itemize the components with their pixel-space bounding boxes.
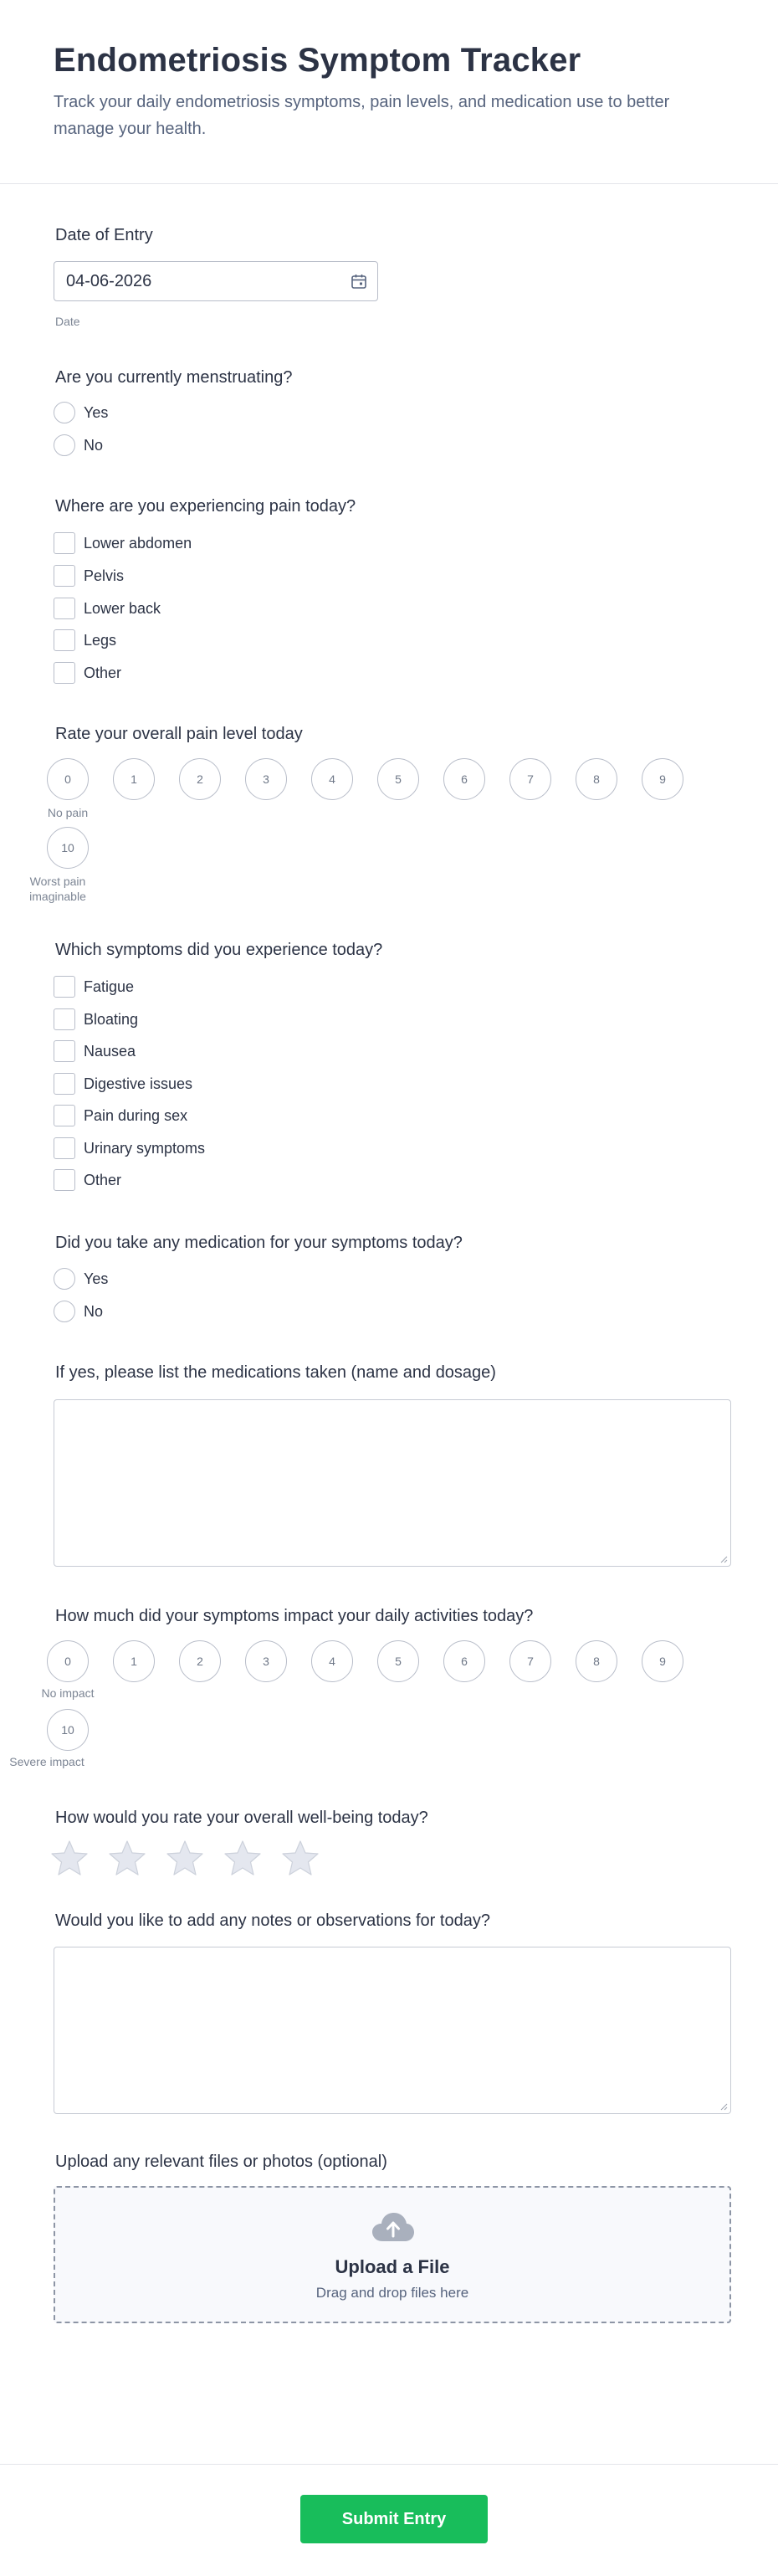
option-label: No bbox=[84, 1303, 104, 1320]
pain-level-option-1[interactable]: 1 bbox=[113, 758, 155, 800]
impact-option-4[interactable]: 4 bbox=[311, 1640, 353, 1682]
impact-option-3[interactable]: 3 bbox=[245, 1640, 287, 1682]
pain-level-option-7[interactable]: 7 bbox=[509, 758, 551, 800]
option-label: Pain during sex bbox=[84, 1107, 188, 1124]
option-label: Yes bbox=[84, 1270, 109, 1287]
cloud-upload-icon bbox=[371, 2211, 415, 2243]
impact-option-6[interactable]: 6 bbox=[443, 1640, 485, 1682]
checkbox[interactable] bbox=[54, 1008, 75, 1030]
option-label: No bbox=[84, 437, 104, 454]
option-label: Fatigue bbox=[84, 978, 135, 995]
star-icon[interactable] bbox=[166, 1840, 204, 1876]
star-icon[interactable] bbox=[281, 1840, 320, 1876]
medication-list-label: If yes, please list the medications taken (name and dosage) bbox=[55, 1363, 496, 1382]
medication-list-textarea[interactable] bbox=[54, 1399, 731, 1567]
impact-label: How much did your symptoms impact your daily activities today? bbox=[55, 1607, 534, 1625]
option-label: Other bbox=[84, 665, 122, 681]
wellbeing-label: How would you rate your overall well-being today? bbox=[55, 1809, 428, 1827]
pain-level-label: Rate your overall pain level today bbox=[55, 725, 303, 743]
impact-option-9[interactable]: 9 bbox=[642, 1640, 683, 1682]
checkbox[interactable] bbox=[54, 598, 75, 619]
upload-subtitle: Drag and drop files here bbox=[315, 2285, 469, 2301]
submit-button[interactable]: Submit Entry bbox=[300, 2495, 488, 2543]
resize-grip-icon[interactable] bbox=[719, 2102, 728, 2111]
star-icon[interactable] bbox=[108, 1840, 146, 1876]
option-label: Urinary symptoms bbox=[84, 1140, 206, 1157]
impact-max-caption: Severe impact bbox=[9, 1755, 84, 1768]
pain-level-option-6[interactable]: 6 bbox=[443, 758, 485, 800]
option-label: Yes bbox=[84, 404, 109, 421]
pain-level-max-caption: Worst pain imaginable bbox=[29, 875, 86, 903]
pain-level-option-5[interactable]: 5 bbox=[377, 758, 419, 800]
medication-label: Did you take any medication for your symptoms today? bbox=[55, 1234, 463, 1252]
calendar-icon[interactable] bbox=[351, 273, 367, 290]
impact-option-2[interactable]: 2 bbox=[179, 1640, 221, 1682]
option-label: Digestive issues bbox=[84, 1075, 193, 1092]
checkbox[interactable] bbox=[54, 1137, 75, 1159]
pain-level-min-caption: No pain bbox=[47, 806, 89, 819]
impact-option-7[interactable]: 7 bbox=[509, 1640, 551, 1682]
option-label: Other bbox=[84, 1172, 122, 1188]
impact-option-1[interactable]: 1 bbox=[113, 1640, 155, 1682]
impact-option-0[interactable]: 0 bbox=[47, 1640, 89, 1682]
form-title: Endometriosis Symptom Tracker bbox=[54, 42, 581, 79]
date-label: Date of Entry bbox=[55, 226, 153, 244]
form-header bbox=[0, 0, 778, 184]
pain-level-option-8[interactable]: 8 bbox=[576, 758, 617, 800]
option-label: Lower back bbox=[84, 600, 161, 617]
impact-option-10[interactable]: 10 bbox=[47, 1709, 89, 1751]
upload-label: Upload any relevant files or photos (optional) bbox=[55, 2153, 387, 2171]
star-icon[interactable] bbox=[223, 1840, 262, 1876]
date-sublabel: Date bbox=[55, 315, 80, 328]
pain-level-option-2[interactable]: 2 bbox=[179, 758, 221, 800]
radio-button[interactable] bbox=[54, 1301, 75, 1322]
option-label: Bloating bbox=[84, 1011, 139, 1028]
symptoms-label: Which symptoms did you experience today? bbox=[55, 941, 383, 959]
checkbox[interactable] bbox=[54, 629, 75, 651]
checkbox[interactable] bbox=[54, 1040, 75, 1062]
pain-level-option-4[interactable]: 4 bbox=[311, 758, 353, 800]
radio-button[interactable] bbox=[54, 402, 75, 423]
checkbox[interactable] bbox=[54, 565, 75, 587]
option-label: Lower abdomen bbox=[84, 535, 192, 552]
pain-level-option-9[interactable]: 9 bbox=[642, 758, 683, 800]
upload-title: Upload a File bbox=[335, 2256, 450, 2277]
pain-level-option-10[interactable]: 10 bbox=[47, 827, 89, 869]
date-input[interactable] bbox=[54, 261, 378, 301]
checkbox[interactable] bbox=[54, 1169, 75, 1191]
pain-level-option-3[interactable]: 3 bbox=[245, 758, 287, 800]
menstruating-label: Are you currently menstruating? bbox=[55, 368, 293, 387]
option-label: Legs bbox=[84, 632, 117, 649]
form-subtitle: Track your daily endometriosis symptoms, pain levels, and medication use to better manage your health. bbox=[54, 93, 670, 138]
star-icon[interactable] bbox=[50, 1840, 89, 1876]
impact-min-caption: No impact bbox=[41, 1686, 95, 1700]
notes-textarea[interactable] bbox=[54, 1947, 731, 2114]
option-label: Pelvis bbox=[84, 567, 125, 584]
file-upload-dropzone[interactable] bbox=[54, 2186, 731, 2323]
impact-option-5[interactable]: 5 bbox=[377, 1640, 419, 1682]
date-value: 04-06-2026 bbox=[66, 272, 152, 290]
notes-label: Would you like to add any notes or observations for today? bbox=[55, 1911, 490, 1930]
checkbox[interactable] bbox=[54, 662, 75, 684]
checkbox[interactable] bbox=[54, 976, 75, 998]
radio-button[interactable] bbox=[54, 1268, 75, 1290]
radio-button[interactable] bbox=[54, 434, 75, 456]
footer-divider bbox=[0, 2464, 778, 2465]
checkbox[interactable] bbox=[54, 1073, 75, 1095]
impact-option-8[interactable]: 8 bbox=[576, 1640, 617, 1682]
resize-grip-icon[interactable] bbox=[719, 1555, 728, 1563]
option-label: Nausea bbox=[84, 1043, 136, 1060]
pain-location-label: Where are you experiencing pain today? bbox=[55, 497, 356, 516]
checkbox[interactable] bbox=[54, 1105, 75, 1126]
checkbox[interactable] bbox=[54, 532, 75, 554]
pain-level-option-0[interactable]: 0 bbox=[47, 758, 89, 800]
